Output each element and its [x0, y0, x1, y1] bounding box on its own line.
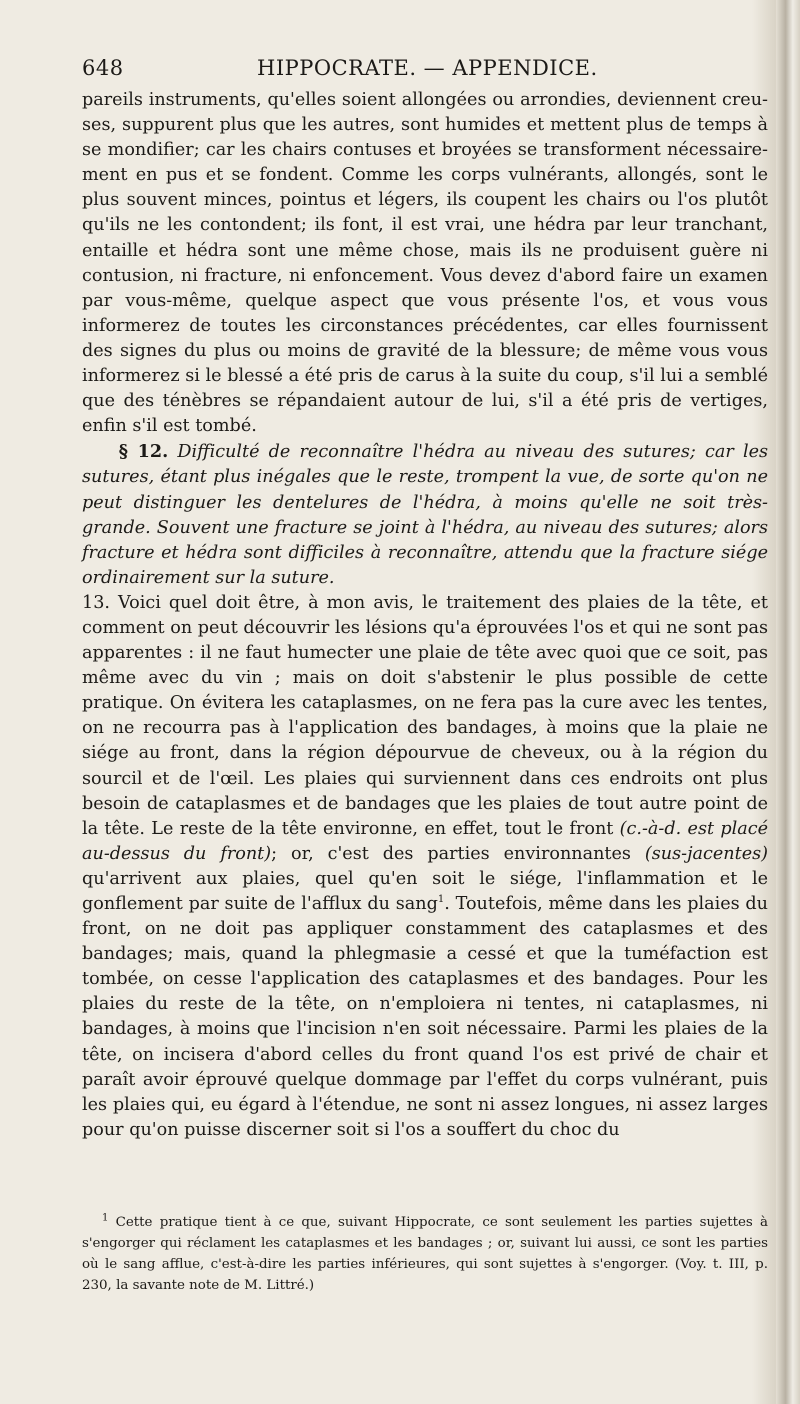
footnote-text: [82, 1212, 768, 1296]
footnote-mark: 1: [102, 1212, 109, 1224]
paragraph-text: Voici quel doit être, à mon avis, le traitement des plaies de la tête, et comment on peut découvrir les lésions qu'a éprouvées l'os et qui ne sont pas apparentes : il ne faut humecter une plaie de tête avec quoi que ce soit, pas même avec du vin ; mais on doit s'abstenir le plus possible de cette pratique. On évitera les cataplasmes, on ne fera pas la cure avec les tentes, on ne recourra pas à l'application des bandages, à moins que la plaie ne siége au front, dans la région dépourvue de cheveux, ou à la région du sourcil et de l'œil. Les plaies qui surviennent dans ces endroits ont plus besoin de cataplasmes et de bandages que les plaies de tout autre point de la tête. Le reste de la tête environne, en effet, tout le front: [82, 592, 768, 839]
italic-gloss: (c.-à-d. est placé au-dessus du front): [82, 818, 768, 864]
paragraph-text: . Toutefois, même dans les plaies du front, on ne doit pas appliquer constamment des cataplasmes et des bandages; mais, quand la phlegmasie a cessé et que la tuméfaction est tombée, on cesse l'application des cataplasmes et des bandages. Pour les plaies du reste de la tête, on n'emploiera ni tentes, ni cataplasmes, ni bandages, à moins que l'incision n'en soit nécessaire. Parmi les plaies de la tête, on incisera d'abord celles du front quand l'os est privé de chair et paraît avoir éprouvé quelque dommage par l'effet du corps vulnérant, puis les plaies qui, eu égard à l'étendue, ne sont ni assez longues, ni assez larges pour qu'on puisse discerner soit si l'os a souffert du choc du: [82, 894, 769, 1140]
main-text: [82, 88, 768, 1143]
section-number: § 12.: [118, 441, 169, 463]
footnote: [82, 1212, 768, 1296]
footnote-body: Cette pratique tient à ce que, suivant Hippocrate, ce sont seulement les parties sujettes à s'engorger qui réclament les cataplasmes et les bandages ; or, suivant lui aussi, ce sont les parties où le sang afflue, c'est-à-dire les parties inférieures, qui sont sujettes à s'engorger. (Voy. t. III, p. 230, la savante note de M. Littré.): [82, 1215, 768, 1293]
page-number: 648: [82, 56, 124, 80]
section-number: 13.: [82, 592, 110, 613]
paragraph-text: qu'arrivent aux plaies, quel qu'en soit le siége, l'inflammation et le gonflement par suite de l'afflux du sang: [82, 868, 768, 914]
paragraph-text: ; or, c'est des parties environnantes: [271, 843, 631, 864]
page-gutter: [776, 0, 800, 1404]
section-summary-text: Difficulté de reconnaître l'hédra au niveau des sutures; car les sutures, étant plus inégales que le reste, trompent la vue, de sorte qu'on ne peut distinguer les dentelures de l'hédra, à moins qu'elle ne soit très-grande. Souvent une fracture se joint à l'hédra, au niveau des sutures; alors fracture et hédra sont difficiles à reconnaître, attendu que la fracture siége ordinairement sur la suture.: [82, 442, 769, 588]
section-summary: [82, 439, 768, 591]
paragraph: [82, 591, 768, 1143]
running-title: HIPPOCRATE. — APPENDICE.: [257, 56, 598, 80]
footnote-reference: 1: [437, 894, 445, 906]
italic-gloss: (sus-jacentes): [644, 843, 769, 864]
running-header: [82, 56, 770, 86]
paragraph: pareils instruments, qu'elles soient allongées ou arrondies, deviennent creuses, suppurent plus que les autres, sont humides et mettent plus de temps à se mondifier; car les chairs contuses et broyées se transforment nécessairement en pus et se fondent. Comme les corps vulnérants, allongés, sont le plus souvent minces, pointus et légers, ils coupent les chairs ou l'os plutôt qu'ils ne les contondent; ils font, il est vrai, une hédra par leur tranchant, entaille et hédra sont une même chose, mais ils ne produisent guère ni contusion, ni fracture, ni enfoncement. Vous devez d'abord faire un examen par vous-même, quelque aspect que vous présente l'os, et vous vous informerez de toutes les circonstances précédentes, car elles fournissent des signes du plus ou moins de gravité de la blessure; de même vous vous informerez si le blessé a été pris de carus à la suite du coup, s'il lui a semblé que des ténèbres se répandaient autour de lui, s'il a été pris de vertiges, enfin s'il est tombé.: [82, 90, 768, 437]
